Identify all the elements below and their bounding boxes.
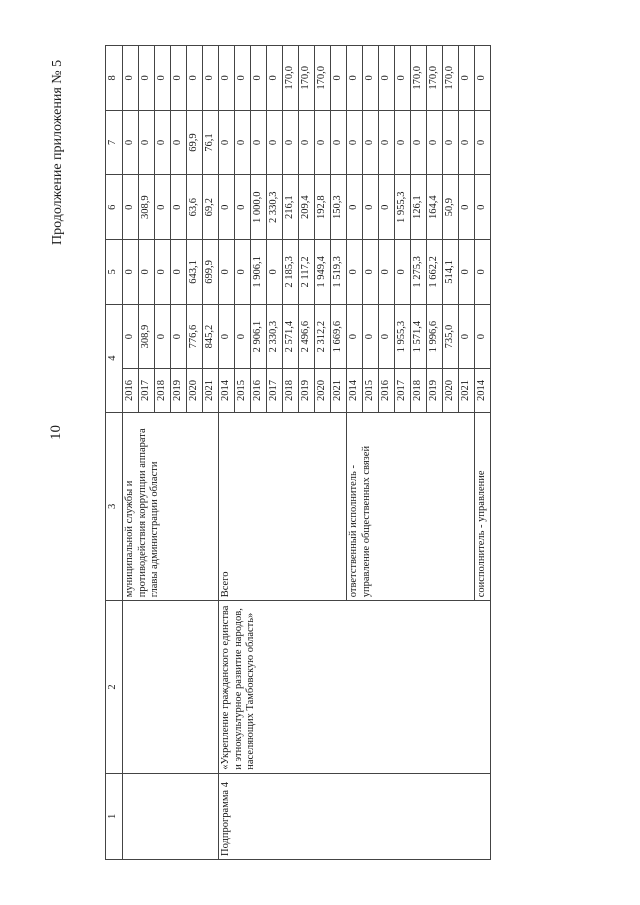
- value-cell: 0: [139, 240, 155, 305]
- table-row: [123, 46, 139, 860]
- value-cell: 0: [235, 175, 251, 240]
- year-cell: 2018: [155, 369, 171, 412]
- value-cell: 0: [219, 175, 235, 240]
- header-cell: 7: [106, 110, 123, 175]
- table-body: [123, 46, 491, 860]
- value-cell: 0: [155, 304, 171, 369]
- value-cell: 2 312,2: [315, 304, 331, 369]
- value-cell: 170,0: [411, 46, 427, 111]
- value-cell: 2 906,1: [251, 304, 267, 369]
- page-number: 10: [48, 425, 64, 440]
- year-cell: 2017: [139, 369, 155, 412]
- header-cell: 8: [106, 46, 123, 111]
- value-cell: 0: [459, 46, 475, 111]
- value-cell: 0: [235, 240, 251, 305]
- value-cell: 514,1: [443, 240, 459, 305]
- value-cell: 150,3: [331, 175, 347, 240]
- value-cell: 1 519,3: [331, 240, 347, 305]
- value-cell: 1 949,4: [315, 240, 331, 305]
- value-cell: 0: [283, 110, 299, 175]
- value-cell: 0: [411, 110, 427, 175]
- value-cell: 0: [139, 46, 155, 111]
- value-cell: 0: [267, 46, 283, 111]
- value-cell: 0: [475, 304, 491, 369]
- year-cell: 2016: [251, 369, 267, 412]
- value-cell: 76,1: [203, 110, 219, 175]
- value-cell: 1 000,0: [251, 175, 267, 240]
- value-cell: 0: [379, 304, 395, 369]
- value-cell: 0: [235, 110, 251, 175]
- value-cell: 0: [379, 110, 395, 175]
- value-cell: 0: [187, 46, 203, 111]
- value-cell: 0: [331, 46, 347, 111]
- value-cell: 2 571,4: [283, 304, 299, 369]
- table-row: [219, 46, 235, 860]
- cell-empty: [123, 773, 219, 859]
- value-cell: 170,0: [299, 46, 315, 111]
- value-cell: 2 330,3: [267, 175, 283, 240]
- value-cell: 0: [219, 110, 235, 175]
- subprogram-number-cell: Подпрограмма 4: [219, 773, 491, 859]
- header-cell: 6: [106, 175, 123, 240]
- value-cell: 1 275,3: [411, 240, 427, 305]
- value-cell: 0: [123, 240, 139, 305]
- value-cell: 0: [155, 46, 171, 111]
- header-cell: 4: [106, 304, 123, 412]
- value-cell: 1 571,4: [411, 304, 427, 369]
- value-cell: 1 906,1: [251, 240, 267, 305]
- year-cell: 2015: [235, 369, 251, 412]
- value-cell: 170,0: [315, 46, 331, 111]
- value-cell: 0: [299, 110, 315, 175]
- value-cell: 776,6: [187, 304, 203, 369]
- value-cell: 308,9: [139, 304, 155, 369]
- value-cell: 0: [363, 240, 379, 305]
- value-cell: 0: [155, 110, 171, 175]
- year-cell: 2018: [411, 369, 427, 412]
- value-cell: 209,4: [299, 175, 315, 240]
- value-cell: 0: [475, 46, 491, 111]
- value-cell: 2 496,6: [299, 304, 315, 369]
- value-cell: 126,1: [411, 175, 427, 240]
- year-cell: 2020: [443, 369, 459, 412]
- value-cell: 0: [219, 304, 235, 369]
- value-cell: 0: [443, 110, 459, 175]
- value-cell: 0: [347, 46, 363, 111]
- value-cell: 50,9: [443, 175, 459, 240]
- year-cell: 2021: [459, 369, 475, 412]
- subprogram-title-cell: «Укрепление гражданского единства и этнокультурное развитие народов, населяющих Тамбовскую область»: [219, 601, 491, 774]
- value-cell: 0: [267, 110, 283, 175]
- value-cell: 0: [139, 110, 155, 175]
- value-cell: 0: [235, 304, 251, 369]
- value-cell: 0: [379, 46, 395, 111]
- value-cell: 2 117,2: [299, 240, 315, 305]
- year-cell: 2014: [347, 369, 363, 412]
- year-cell: 2020: [315, 369, 331, 412]
- value-cell: 0: [427, 110, 443, 175]
- year-cell: 2014: [219, 369, 235, 412]
- value-cell: 0: [459, 110, 475, 175]
- year-cell: 2021: [331, 369, 347, 412]
- value-cell: 735,0: [443, 304, 459, 369]
- value-cell: 0: [123, 304, 139, 369]
- value-cell: 0: [171, 240, 187, 305]
- value-cell: 0: [459, 304, 475, 369]
- value-cell: 216,1: [283, 175, 299, 240]
- value-cell: 0: [171, 46, 187, 111]
- executor-cell: муниципальной службы и противодействия коррупции аппарата главы администрации области: [123, 412, 219, 601]
- value-cell: 0: [363, 110, 379, 175]
- value-cell: 164,4: [427, 175, 443, 240]
- executor-cell: Всего: [219, 412, 347, 601]
- value-cell: 192,8: [315, 175, 331, 240]
- value-cell: 0: [203, 46, 219, 111]
- value-cell: 170,0: [443, 46, 459, 111]
- value-cell: 643,1: [187, 240, 203, 305]
- value-cell: 0: [219, 46, 235, 111]
- value-cell: 170,0: [283, 46, 299, 111]
- header-cell: 1: [106, 773, 123, 859]
- value-cell: 0: [347, 110, 363, 175]
- value-cell: 0: [123, 175, 139, 240]
- value-cell: 845,2: [203, 304, 219, 369]
- value-cell: 63,6: [187, 175, 203, 240]
- year-cell: 2021: [203, 369, 219, 412]
- value-cell: 0: [123, 110, 139, 175]
- year-cell: 2017: [267, 369, 283, 412]
- year-cell: 2019: [171, 369, 187, 412]
- value-cell: 0: [267, 240, 283, 305]
- header-row: [106, 46, 123, 860]
- year-cell: 2018: [283, 369, 299, 412]
- value-cell: 0: [331, 110, 347, 175]
- value-cell: 0: [251, 110, 267, 175]
- value-cell: 0: [171, 304, 187, 369]
- value-cell: 0: [123, 46, 139, 111]
- value-cell: 0: [363, 46, 379, 111]
- value-cell: 1 955,3: [395, 175, 411, 240]
- value-cell: 0: [379, 175, 395, 240]
- value-cell: 69,9: [187, 110, 203, 175]
- value-cell: 0: [363, 175, 379, 240]
- value-cell: 1 996,6: [427, 304, 443, 369]
- value-cell: 1 662,2: [427, 240, 443, 305]
- value-cell: 0: [347, 175, 363, 240]
- value-cell: 0: [219, 240, 235, 305]
- value-cell: 1 669,6: [331, 304, 347, 369]
- rotated-table-container: [105, 45, 595, 860]
- value-cell: 0: [459, 240, 475, 305]
- value-cell: 308,9: [139, 175, 155, 240]
- budget-table: [105, 45, 491, 860]
- value-cell: 699,9: [203, 240, 219, 305]
- header-cell: 3: [106, 412, 123, 601]
- header-cell: 2: [106, 601, 123, 774]
- executor-cell: соисполнитель - управление: [475, 412, 491, 601]
- value-cell: 0: [171, 175, 187, 240]
- header-cell: 5: [106, 240, 123, 305]
- year-cell: 2014: [475, 369, 491, 412]
- value-cell: 0: [347, 304, 363, 369]
- value-cell: 0: [395, 110, 411, 175]
- value-cell: 2 330,3: [267, 304, 283, 369]
- executor-cell: ответственный исполнитель - управление общественных связей: [347, 412, 475, 601]
- value-cell: 0: [235, 46, 251, 111]
- year-cell: 2016: [379, 369, 395, 412]
- value-cell: 0: [459, 175, 475, 240]
- value-cell: 0: [475, 110, 491, 175]
- value-cell: 0: [155, 240, 171, 305]
- value-cell: 0: [475, 240, 491, 305]
- year-cell: 2017: [395, 369, 411, 412]
- value-cell: 0: [315, 110, 331, 175]
- value-cell: 0: [363, 304, 379, 369]
- value-cell: 0: [171, 110, 187, 175]
- value-cell: 0: [347, 240, 363, 305]
- value-cell: 2 185,3: [283, 240, 299, 305]
- value-cell: 0: [395, 240, 411, 305]
- year-cell: 2019: [299, 369, 315, 412]
- cell-empty: [123, 601, 219, 774]
- continuation-title: Продолжение приложения № 5: [50, 59, 65, 245]
- value-cell: 0: [251, 46, 267, 111]
- value-cell: 0: [379, 240, 395, 305]
- year-cell: 2016: [123, 369, 139, 412]
- year-cell: 2019: [427, 369, 443, 412]
- year-cell: 2020: [187, 369, 203, 412]
- value-cell: 69,2: [203, 175, 219, 240]
- value-cell: 170,0: [427, 46, 443, 111]
- value-cell: 0: [395, 46, 411, 111]
- year-cell: 2015: [363, 369, 379, 412]
- value-cell: 0: [475, 175, 491, 240]
- value-cell: 0: [155, 175, 171, 240]
- value-cell: 1 955,3: [395, 304, 411, 369]
